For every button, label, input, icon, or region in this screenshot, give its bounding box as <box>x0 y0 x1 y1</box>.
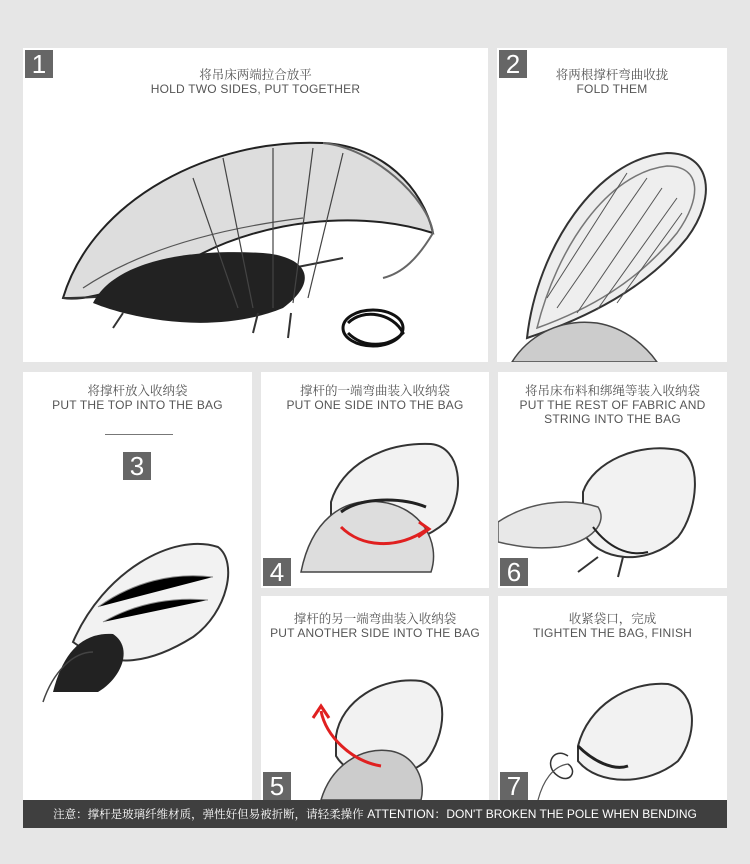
finished-bag-illustration <box>498 596 727 800</box>
bag-rest-illustration <box>498 372 727 588</box>
step-6-panel <box>498 372 727 588</box>
step-6-number: 6 <box>500 558 528 586</box>
step-3-cn: 将撑杆放入收纳袋 <box>87 383 188 398</box>
step-6-en-line2: STRING INTO THE BAG <box>544 412 681 426</box>
step-7-cn: 收紧袋口，完成 <box>568 611 657 626</box>
step-5-number: 5 <box>263 772 291 800</box>
footer-en: ATTENTION：DON'T BROKEN THE POLE WHEN BENDING <box>367 807 697 821</box>
step-7-en: TIGHTEN THE BAG, FINISH <box>532 626 693 640</box>
step-5-cn: 撑杆的另一端弯曲装入收纳袋 <box>293 611 457 626</box>
step-1-en: HOLD TWO SIDES, PUT TOGETHER <box>150 82 361 96</box>
step-3-panel <box>23 372 252 800</box>
step-2-number: 2 <box>499 50 527 78</box>
step-7-panel <box>498 596 727 800</box>
step-3-number: 3 <box>123 452 151 480</box>
step-1-panel <box>23 48 488 362</box>
step-7-number: 7 <box>500 772 528 800</box>
step-4-panel <box>261 372 489 588</box>
step-6-en: PUT THE REST OF FABRIC AND <box>519 398 706 412</box>
step-2-cn: 将两根撑杆弯曲收拢 <box>555 67 669 82</box>
step-5-panel <box>261 596 489 800</box>
bag-another-side-illustration <box>261 596 489 800</box>
footer-cn: 注意：撑杆是玻璃纤维材质，弹性好但易被折断，请轻柔操作 <box>53 807 364 821</box>
step-1-number: 1 <box>25 50 53 78</box>
step-4-en: PUT ONE SIDE INTO THE BAG <box>286 398 464 412</box>
step-6-cn: 将吊床布料和绑绳等装入收纳袋 <box>524 383 700 398</box>
attention-footer <box>23 800 727 828</box>
step-2-panel <box>497 48 727 362</box>
step-5-en: PUT ANOTHER SIDE INTO THE BAG <box>270 626 480 640</box>
folded-poles-illustration <box>497 48 727 362</box>
bag-top-illustration <box>23 372 252 800</box>
step-2-en: FOLD THEM <box>576 82 648 96</box>
step-3-en: PUT THE TOP INTO THE BAG <box>52 398 223 412</box>
step-4-number: 4 <box>263 558 291 586</box>
hammock-illustration <box>23 48 488 362</box>
step-1-cn: 将吊床两端拉合放平 <box>199 67 312 82</box>
step-4-cn: 撑杆的一端弯曲装入收纳袋 <box>299 383 450 398</box>
bag-one-side-illustration <box>261 372 489 588</box>
